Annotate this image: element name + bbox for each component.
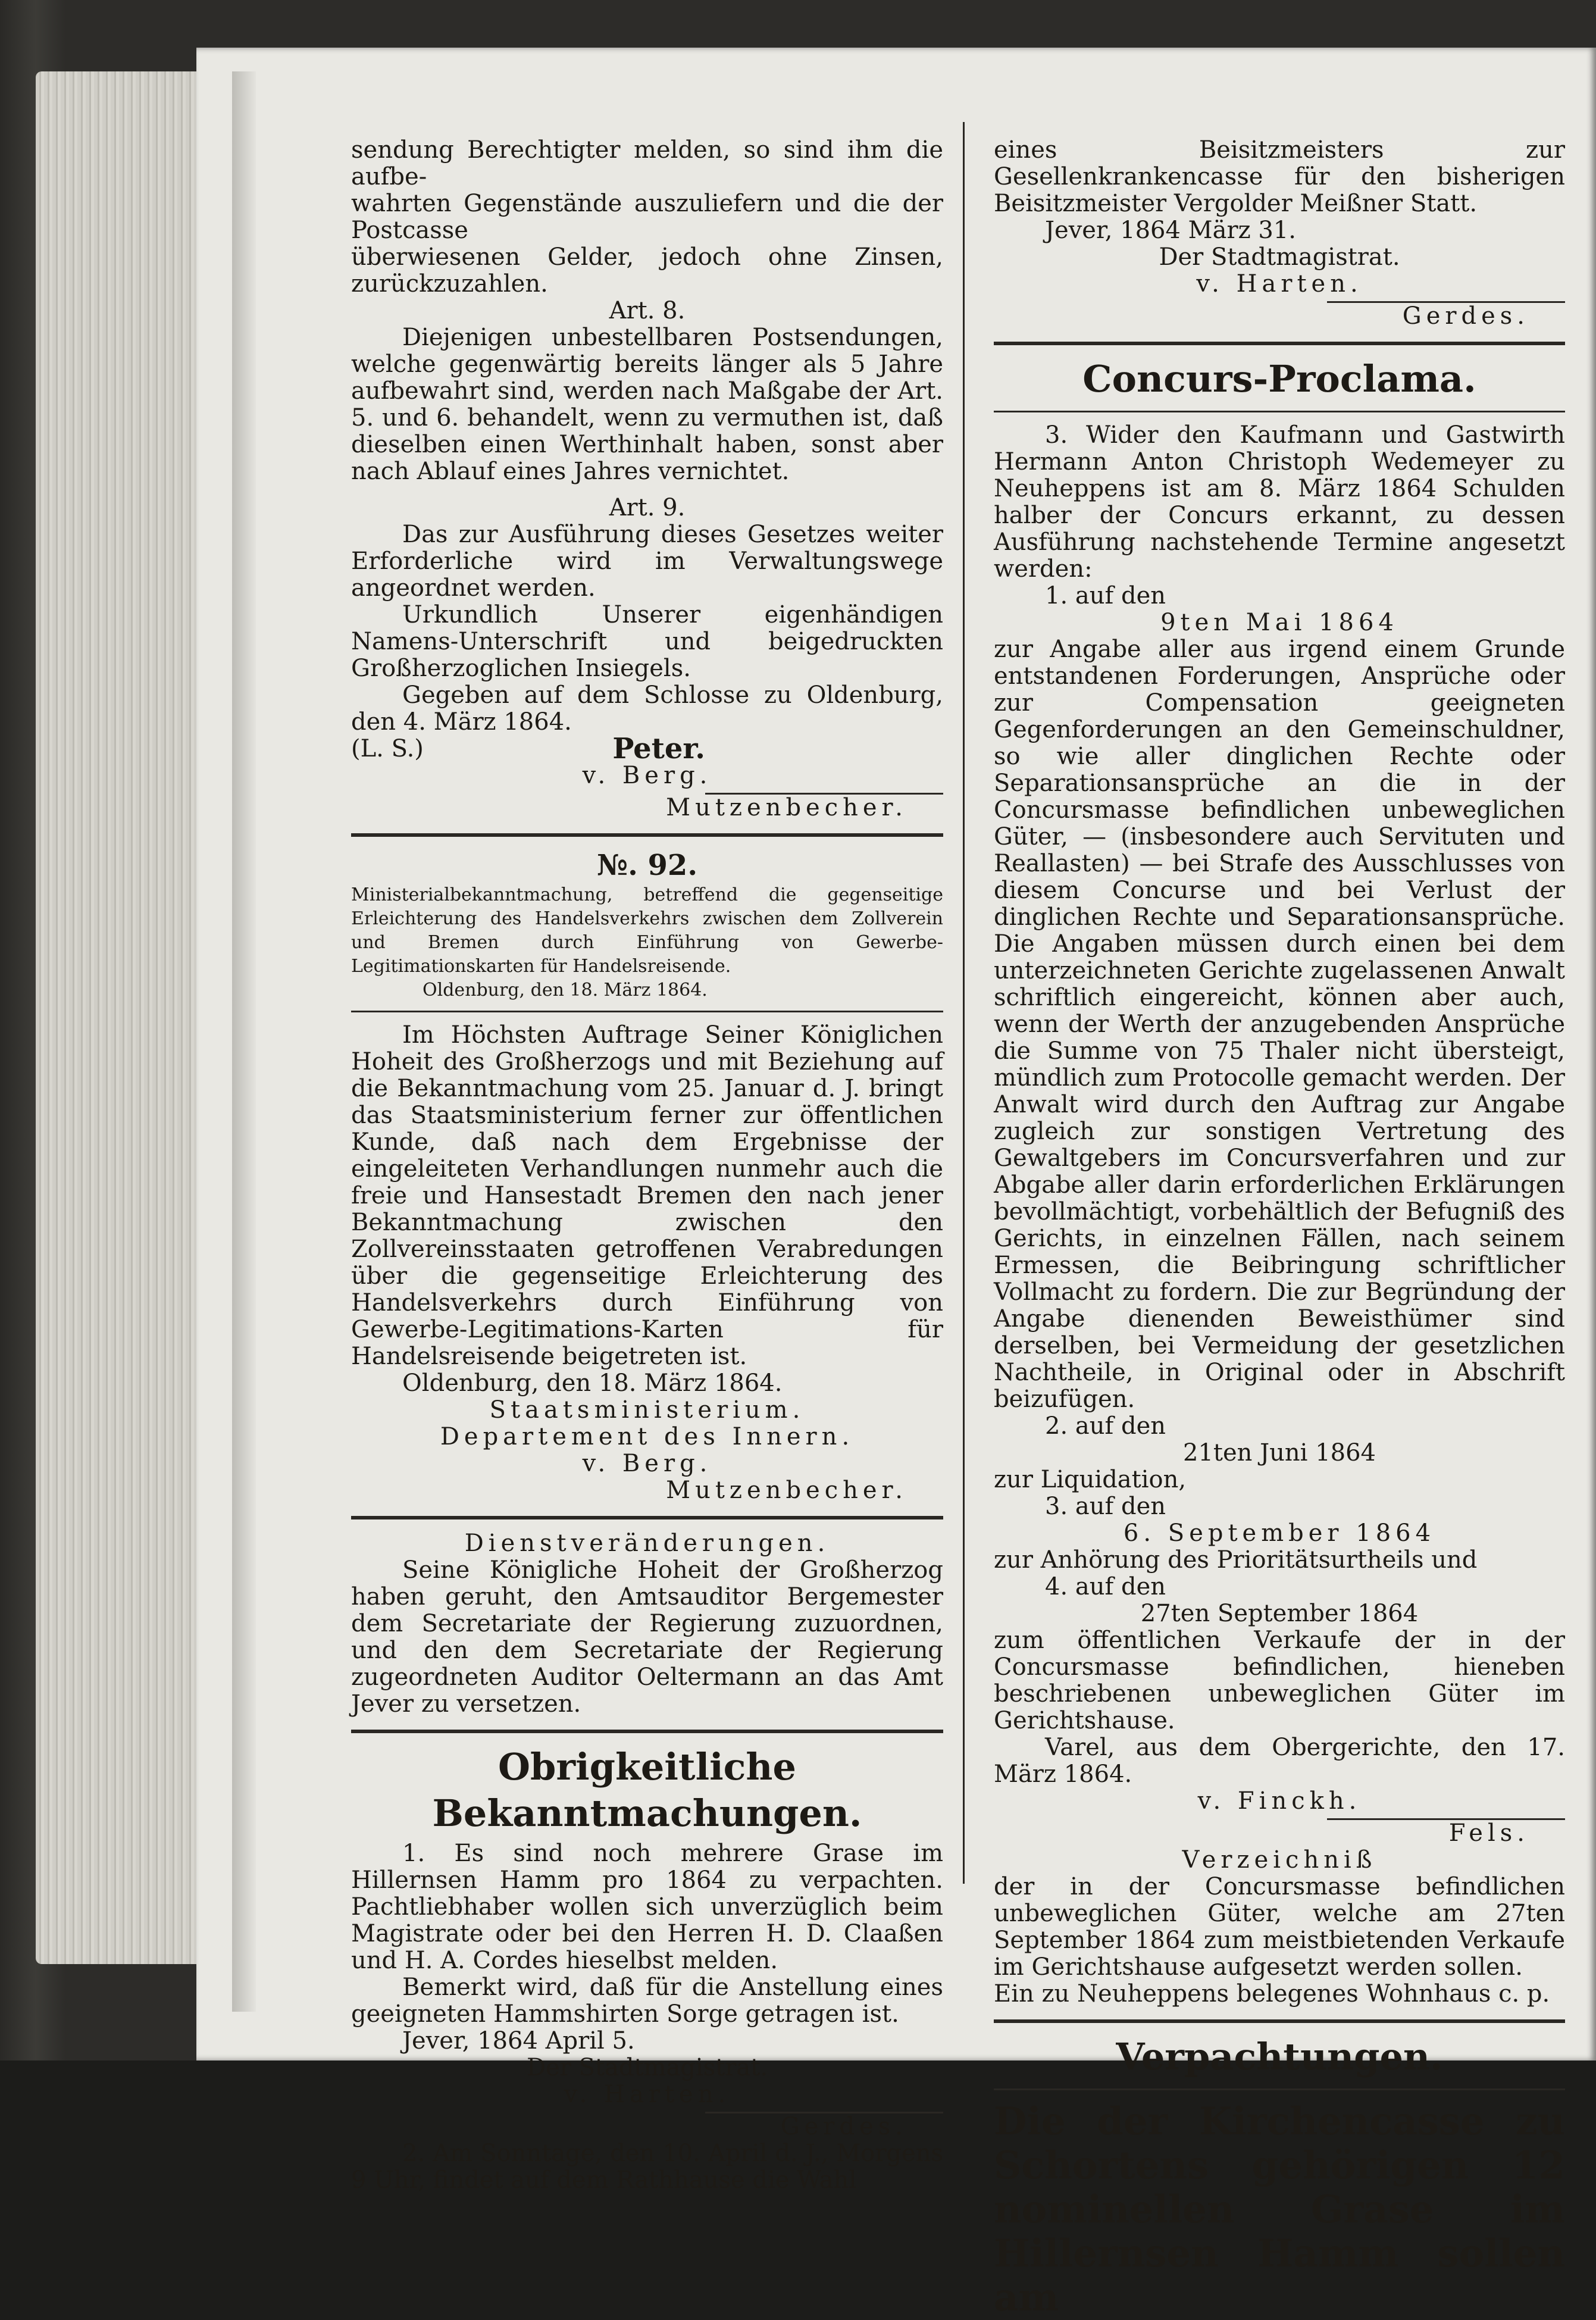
section-rule: [351, 1011, 943, 1012]
section-heading: Concurs-Proclama.: [1082, 357, 1476, 401]
signature: v. Harten.: [1196, 270, 1363, 298]
signature: Departement des Innern.: [440, 1423, 855, 1450]
section-heading: Dienstveränderungen.: [464, 1530, 830, 1557]
signature: v. Harten.: [564, 2081, 731, 2108]
term-date: 9ten Mai 1864: [1160, 609, 1398, 636]
notice-text: 1. Es sind noch mehrere Grase im Hillernsen Hamm pro 1864 zu verpachten. Pachtliebhaber wollen sich unverzüglich beim Magistrate oder bei den Herren H. D. Claaßen und H. A. Cordes hieselbst melden.: [351, 1840, 943, 1974]
signature: Gerdes.: [780, 2113, 907, 2140]
seal-label: (L. S.): [351, 735, 424, 762]
section-rule: [994, 342, 1565, 345]
page-gutter: [232, 71, 256, 2012]
list-heading: Verzeichniß: [1182, 1846, 1377, 1874]
article-heading: Art. 8.: [609, 297, 686, 324]
signature-row: [351, 732, 943, 765]
signature: v. Berg.: [582, 1450, 712, 1477]
notice-place: Varel, aus dem Obergerichte, den 17. März 1864.: [994, 1734, 1565, 1788]
article-text: Diejenigen unbestellbaren Postsendungen, welche gegenwärtig bereits länger als 5 Jahre aufbewahrt sind, werden nach Maßgabe der Art. 5. und 6. behandelt, wenn zu vermuthen ist, daß dieselben einen Werthinhalt haben, sonst aber nach Ablauf eines Jahres vernichtet.: [351, 324, 943, 485]
notice-place: Oldenburg, den 18. März 1864.: [402, 1370, 783, 1397]
article-heading: Art. 9.: [609, 494, 686, 521]
book-page-edges: [36, 71, 214, 1964]
section-rule: [994, 2019, 1565, 2023]
signature: Mutzenbecher.: [666, 794, 907, 821]
signature: v. Berg.: [582, 762, 712, 789]
signature: Der Stadtmagistrat.: [1159, 243, 1400, 271]
list-item: Ein zu Neuheppens belegenes Wohnhaus c. p.: [994, 1980, 1550, 2008]
term-date: 6. September 1864: [1123, 1519, 1436, 1547]
signature: v. Finckh.: [1197, 1787, 1362, 1815]
term-label: 4. auf den: [1045, 1573, 1166, 1600]
section-rule: [351, 1516, 943, 1519]
term-text: zur Angabe aller aus irgend einem Grunde entstandenen Forderungen, Ansprüche oder zur Compensation geeigneten Gegenforderungen an den Gemeinschuldner, so wie aller dinglichen Rechte oder Separationsansprüche an die in der Concursmasse befindlichen unbeweglichen Güter, — (insbesondere auch Servituten und Reallasten) — bei Strafe des Ausschlusses von diesem Concurse und bei Verlust der dinglichen Rechte und Separationsansprüche. Die Angaben müssen durch einen bei dem unterzeichneten Gerichte zugelassenen Anwalt schriftlich eingereicht, können aber auch, wenn der Werth der anzugebenden Ansprüche die Summe von 75 Thaler nicht übersteigt, mündlich zum Protocolle gemacht werden. Der Anwalt wird durch den Auftrag zur Angabe zugleich zur sonstigen Vertretung des Gewaltgebers im Concursverfahren und zur Abgabe aller darin erforderlichen Erklärungen bevollmächtigt, vorbehältlich der Befugniß des Gerichts, in einzelnen Fällen, nach seinem Ermessen, die Beibringung schriftlicher Vollmacht zu fordern. Die zur Begründung der Angabe dienenden Beweisthümer sind derselben, bei Vermeidung der gesetzlichen Nachtheile, in Original oder in Abschrift beizufügen.: [994, 636, 1565, 1413]
term-text: zur Anhörung des Prioritätsurtheils und: [994, 1546, 1478, 1574]
text-line: sendung Berechtigter melden, so sind ihm die aufbe-: [351, 136, 943, 190]
right-column: [994, 137, 1565, 2320]
section-rule: [351, 833, 943, 837]
notice-date: Oldenburg, den 18. März 1864.: [423, 980, 708, 1000]
section-rule: [351, 1730, 943, 1733]
article-text: Das zur Ausführung dieses Gesetzes weiter Erforderliche wird im Verwaltungswege angeordnet werden.: [351, 521, 943, 602]
notice-text: Bemerkt wird, daß für die Anstellung eines geeigneten Hammshirten Sorge getragen ist.: [351, 1974, 943, 2028]
left-column: [351, 137, 943, 2194]
section-rule: [994, 2088, 1565, 2090]
large-notice-text: Die der Kirchencasse zu Schortens gehörigen 12 nominellen Grase im Hillernsen Hamm sollen am: [994, 2099, 1565, 2320]
term-date: 21ten Juni 1864: [1183, 1439, 1376, 1467]
notice-place: Jever, 1864 März 31.: [1045, 217, 1296, 244]
term-text: zur Liquidation,: [994, 1466, 1187, 1493]
section-heading: Obrigkeitliche Bekanntmachungen.: [432, 1745, 862, 1835]
notice-text: Im Höchsten Auftrage Seiner Königlichen Hoheit des Großherzogs und mit Beziehung auf die Bekanntmachung vom 25. Januar d. J. bringt das Staatsministerium ferner zur öffentlichen Kunde, daß nach dem Ergebnisse der eingeleiteten Verhandlungen nunmehr auch die freie und Hansestadt Bremen den nach jener Bekanntmachung zwischen den Zollvereinsstaaten getroffenen Verabredungen über die gegenseitige Erleichterung des Handelsverkehrs durch Einführung von Gewerbe-Legitimations-Karten für Handelsreisende beigetreten ist.: [351, 1021, 943, 1370]
signature: Fels.: [1448, 1819, 1529, 1847]
notice-text: 2. Am Sonntage, den 10. April d. J., Morgens 9 Uhr, findet auf dem Rathhause die Wahl: [351, 2140, 943, 2194]
section-rule: [994, 411, 1565, 412]
notice-title: Ministerialbekanntmachung, betreffend die gegenseitige Erleichterung des Handelsverkehrs zwischen dem Zollverein und Bremen durch Einführung von Gewerbe-Legitimationskarten für Handelsreisende.: [351, 884, 943, 977]
notice-number: №. 92.: [596, 849, 698, 882]
list-text: der in der Concursmasse befindlichen unbeweglichen Güter, welche am 27ten September 1864 zum meistbietenden Verkaufe im Gerichtshause aufgesetzt werden sollen.: [994, 1873, 1565, 1981]
text-paragraph: Urkundlich Unserer eigenhändigen Namens-Unterschrift und beigedruckten Großherzoglichen Insiegels.: [351, 601, 943, 682]
term-date: 27ten September 1864: [1140, 1600, 1419, 1627]
signature: Der Stadtmagistrat.: [526, 2054, 768, 2081]
text-paragraph: eines Beisitzmeisters zur Gesellenkrankencasse für den bisherigen Beisitzmeister Vergolder Meißner Statt.: [994, 136, 1565, 217]
section-heading: Verpachtungen.: [1116, 2035, 1443, 2078]
text-line: wahrten Gegenstände auszuliefern und die der Postcasse: [351, 190, 943, 244]
signature: Staatsministerium.: [489, 1396, 805, 1424]
notice-place: Jever, 1864 April 5.: [402, 2027, 635, 2055]
term-label: 1. auf den: [1045, 582, 1166, 609]
signature: Mutzenbecher.: [666, 1477, 907, 1504]
term-label: 3. auf den: [1045, 1493, 1166, 1520]
column-divider: [963, 122, 965, 1884]
text-paragraph: Gegeben auf dem Schlosse zu Oldenburg, den 4. März 1864.: [351, 681, 943, 736]
text-line: überwiesenen Gelder, jedoch ohne Zinsen, zurückzuzahlen.: [351, 243, 943, 298]
term-text: zum öffentlichen Verkaufe der in der Concursmasse befindlichen, hieneben beschriebenen unbeweglichen Güter im Gerichtshause.: [994, 1627, 1565, 1734]
term-label: 2. auf den: [1045, 1412, 1166, 1440]
notice-text: 3. Wider den Kaufmann und Gastwirth Hermann Anton Christoph Wedemeyer zu Neuheppens ist am 8. März 1864 Schulden halber der Concurs erkannt, zu dessen Ausführung nachstehende Termine angesetzt werden:: [994, 421, 1565, 583]
signature: Gerdes.: [1402, 302, 1529, 330]
section-text: Seine Königliche Hoheit der Großherzog haben geruht, den Amtsauditor Bergemester dem Secretariate der Regierung zuzuordnen, und den dem Secretariate der Regierung zugeordneten Auditor Oeltermann an das Amt Jever zu versetzen.: [351, 1556, 943, 1718]
signature-peter: Peter.: [612, 732, 705, 765]
